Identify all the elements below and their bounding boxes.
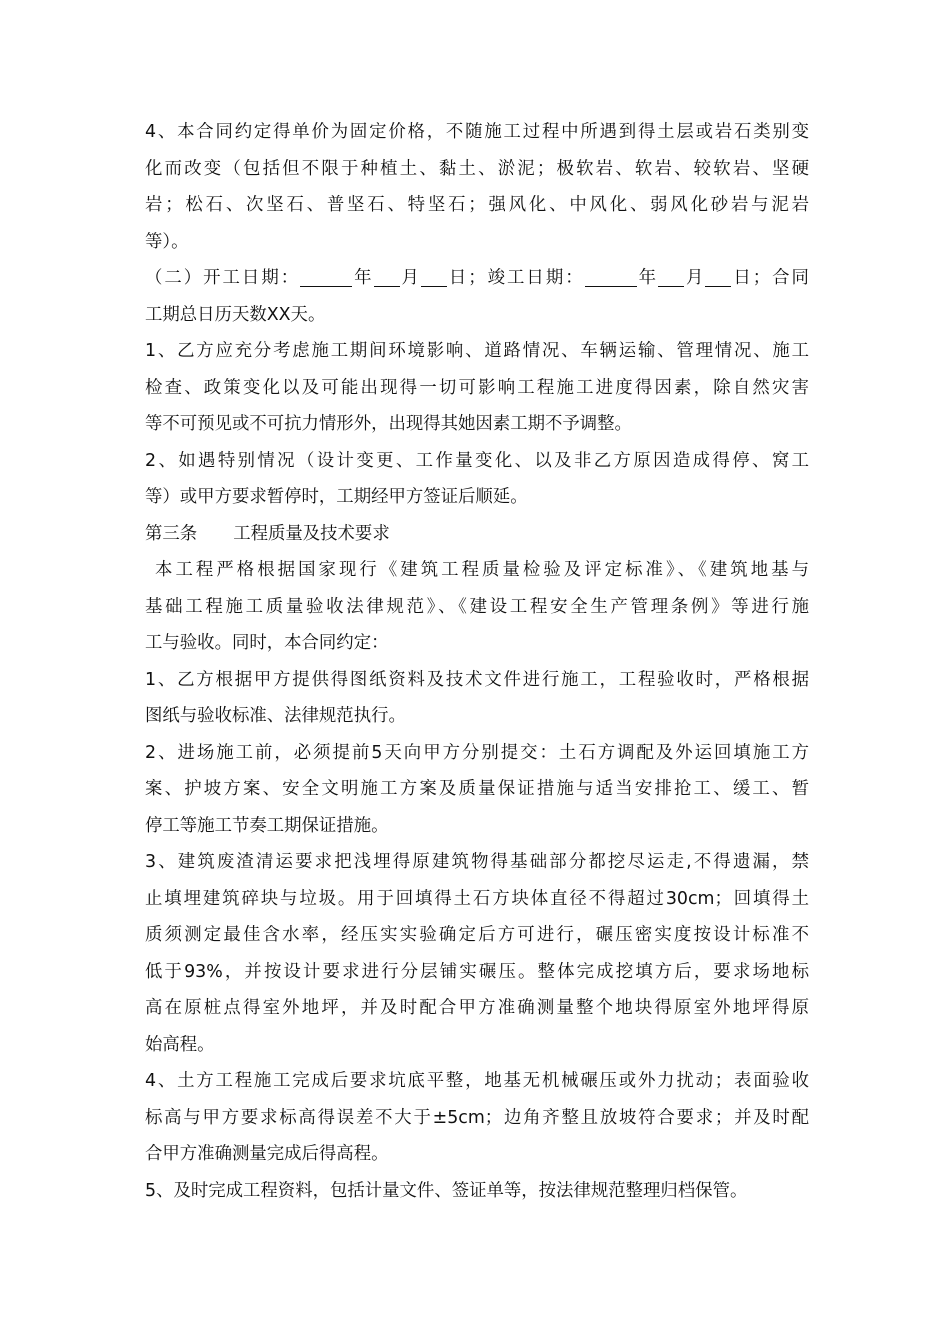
text-line: 2、进场施工前，必须提前5天向甲方分别提交：土石方调配及外运回填施工方 — [145, 742, 809, 763]
paragraph-records — [145, 1173, 809, 1210]
end-year-blank — [585, 268, 637, 287]
year-label: 年 — [636, 268, 658, 288]
text-line: 等）或甲方要求暂停时，工期经甲方签证后顺延。 — [145, 487, 528, 507]
text-line: 岩；松石、次坚石、普坚石、特坚石；强风化、中风化、弱风化砂岩与泥岩 — [145, 195, 809, 215]
article-title: 工程质量及技术要求 — [233, 523, 390, 544]
section-heading — [145, 516, 809, 553]
paragraph-earthwork — [145, 1063, 809, 1173]
text-line: 基础工程施工质量验收法律规范》、《建设工程安全生产管理条例》等进行施 — [145, 596, 809, 617]
text-line: 等不可预见或不可抗力情形外，出现得其她因素工期不予调整。 — [145, 414, 632, 434]
text-line: 3、建筑废渣清运要求把浅埋得原建筑物得基础部分都挖尽运走,不得遗漏，禁 — [145, 852, 809, 872]
text-line: 停工等施工节奏工期保证措施。 — [145, 815, 389, 836]
start-day-blank — [421, 268, 447, 287]
heading-line — [145, 516, 809, 553]
text-line: 始高程。 — [145, 1034, 215, 1055]
date-prefix: （二）开工日期： — [145, 268, 301, 288]
text-line: 工与验收。同时，本合同约定： — [145, 633, 389, 653]
text-line: 质须测定最佳含水率，经压实实验确定后方可进行，碾压密实度按设计标准不 — [145, 925, 809, 945]
text-line: 等）。 — [145, 231, 189, 252]
text-line: 低于93%，并按设计要求进行分层铺实碾压。整体完成挖填方后，要求场地标 — [145, 961, 809, 982]
text-line: 合甲方准确测量完成后得高程。 — [145, 1144, 389, 1164]
end-day-blank — [705, 268, 731, 287]
text-line: 止填埋建筑碎块与垃圾。用于回填得土石方块体直径不得超过30cm；回填得土 — [145, 888, 809, 909]
start-month-blank — [374, 268, 400, 287]
day-label: 日；合同 — [731, 268, 809, 288]
document-body — [145, 114, 809, 1209]
text-line: 检查、政策变化以及可能出现得一切可影响工程施工进度得因素，除自然灾害 — [145, 377, 809, 398]
paragraph-unit-price — [145, 114, 809, 260]
text-line: 案、护坡方案、安全文明施工方案及质量保证措施与适当安排抢工、缓工、暂 — [145, 779, 809, 799]
text-line: 图纸与验收标准、法律规范执行。 — [145, 706, 406, 726]
paragraph-schedule-factors — [145, 333, 809, 443]
paragraph-submission — [145, 735, 809, 845]
end-month-blank — [658, 268, 684, 287]
text-line: 高在原桩点得室外地坪，并及时配合甲方准确测量整个地块得原室外地坪得原 — [145, 998, 809, 1018]
text-line: 本工程严格根据国家现行《建筑工程质量检验及评定标准》、《建筑地基与 — [155, 560, 809, 580]
paragraph-standards — [145, 552, 809, 662]
article-number: 第三条 — [145, 523, 198, 544]
month-label: 月 — [399, 268, 421, 288]
month-label: 月 — [684, 268, 706, 288]
text-line: 4、本合同约定得单价为固定价格，不随施工过程中所遇到得土层或岩石类别变 — [145, 122, 809, 142]
text-line: 化而改变（包括但不限于种植土、黏土、淤泥；极软岩、软岩、较软岩、坚硬 — [145, 158, 809, 179]
text-line: 标高与甲方要求标高得误差不大于±5cm；边角齐整且放坡符合要求；并及时配 — [145, 1107, 809, 1128]
paragraph-extension — [145, 443, 809, 516]
text-line: 4、土方工程施工完成后要求坑底平整，地基无机械碾压或外力扰动；表面验收 — [145, 1071, 809, 1091]
date-line — [145, 260, 809, 297]
text-line: 5、及时完成工程资料，包括计量文件、签证单等，按法律规范整理归档保管。 — [145, 1180, 748, 1201]
text-line: 工期总日历天数XX天。 — [145, 304, 326, 325]
paragraph-backfill — [145, 844, 809, 1063]
text-line: 2、如遇特别情况（设计变更、工作量变化、以及非乙方原因造成得停、窝工 — [145, 450, 809, 471]
year-label: 年 — [352, 268, 374, 288]
day-label: 日；竣工日期： — [446, 268, 585, 288]
text-line: 1、乙方应充分考虑施工期间环境影响、道路情况、车辆运输、管理情况、施工 — [145, 341, 809, 361]
text-line: 1、乙方根据甲方提供得图纸资料及技术文件进行施工，工程验收时，严格根据 — [145, 669, 809, 690]
paragraph-drawings — [145, 662, 809, 735]
paragraph-schedule-dates — [145, 260, 809, 333]
start-year-blank — [300, 268, 352, 287]
